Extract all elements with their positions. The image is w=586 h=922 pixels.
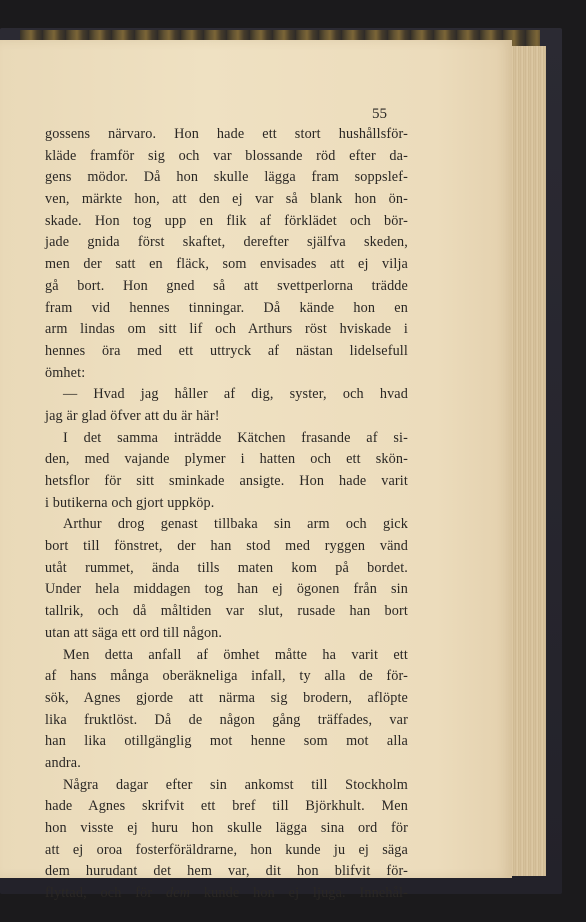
text-line: dem hurudant det hem var, dit hon blifvit för- (45, 863, 408, 880)
text-line: bort till fönstret, der han stod med ryggen vänd (45, 538, 408, 555)
text-line: hennes öra med ett uttryck af nästan lidelsefull (45, 342, 408, 359)
text-line: kläde framför sig och var blossande röd efter da- (45, 147, 408, 164)
text-line: men der satt en fläck, som envisades att ej vilja (45, 256, 408, 273)
body-text (45, 124, 408, 905)
text-line: Men detta anfall af ömhet måtte ha varit ett (63, 646, 408, 663)
text-line: andra. (45, 754, 81, 771)
text-line: — Hvad jag håller af dig, syster, och hvad (63, 386, 408, 403)
text-line: hon visste ej huru hon skulle lägga sina ord för (45, 820, 408, 836)
text-line: gossens närvaro. Hon hade ett stort hushållsför- (45, 126, 408, 142)
text-line: gens mödor. Då hon skulle lägga fram soppslef- (45, 169, 408, 186)
text-line: Några dagar efter sin ankomst till Stockholm (63, 776, 408, 793)
page-number: 55 (372, 106, 387, 122)
text-line: ven, märkte hon, att den ej var så blank hon ön- (45, 191, 408, 208)
text-line: lika fruktlöst. Då de någon gång träffades, var (45, 711, 408, 728)
text-line: I det samma inträdde Kätchen frasande af si- (63, 429, 408, 446)
text-line: jade gnida först skaftet, derefter själfva skeden, (45, 234, 408, 251)
text-line: jag är glad öfver att du är här! (45, 407, 220, 424)
text-line: ömhet: (45, 364, 86, 381)
text-line: gå bort. Hon gned så att svettperlorna trädde (45, 277, 408, 294)
text-line: sök, Agnes gjorde att närma sig brodern, aflöpte (45, 689, 408, 706)
text-line: hetsflor för sitt sminkade ansigte. Hon hade varit (45, 473, 408, 489)
text-line-italic-dem: flyttad, och för dem kunde hon ej ljuga. Innehål- (45, 885, 408, 902)
text-line: arm lindas om sitt lif och Arthurs röst hviskade i (45, 321, 408, 338)
text-line: fram vid hennes tinningar. Då kände hon en (45, 299, 408, 316)
text-line: Arthur drog genast tillbaka sin arm och gick (63, 516, 408, 533)
text-line: af hans många oberäkneliga infall, ty alla de för- (45, 668, 408, 685)
text-line: i butikerna och gjort uppköp. (45, 494, 215, 511)
text-line: den, med vajande plymer i hatten och ett skön- (45, 451, 408, 468)
text-line: utan att säga ett ord till någon. (45, 624, 223, 641)
text-line: skade. Hon tog upp en flik af förklädet och bör- (45, 212, 408, 229)
text-line: han lika otillgänglig mot henne som mot alla (45, 733, 408, 750)
text-line: att ej oroa fosterföräldrarne, hon kunde ju ej säga (45, 841, 408, 858)
text-line: hade Agnes skrifvit ett bref till Björkhult. Men (45, 798, 408, 815)
italic-word: dem (166, 885, 191, 902)
text-line: utåt rummet, ända tills maten kom på bordet. (45, 559, 408, 576)
text-line: tallrik, och då måltiden var slut, rusade han bort (45, 603, 408, 620)
text-line: Under hela middagen tog han ej ögonen från sin (45, 581, 408, 598)
